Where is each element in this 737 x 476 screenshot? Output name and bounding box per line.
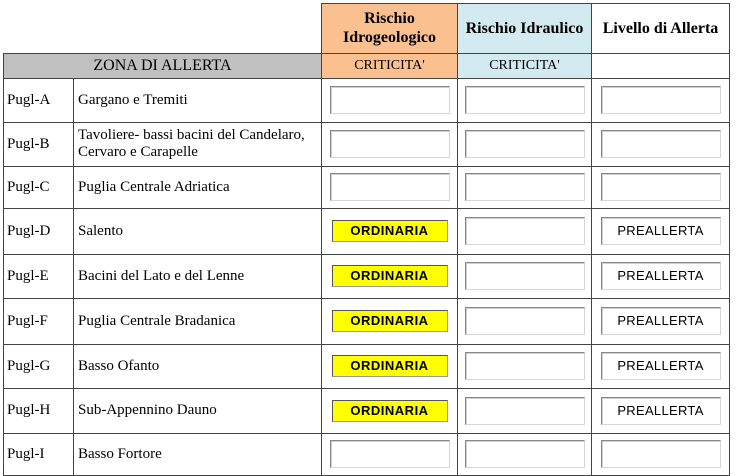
header-blank-cell: [4, 4, 322, 54]
zone-code: Pugl-B: [4, 122, 74, 166]
zone-name: Gargano e Tremiti: [74, 78, 322, 122]
criticita-idraulico-field[interactable]: [465, 397, 585, 425]
zone-code: Pugl-F: [4, 298, 74, 344]
zone-code: Pugl-I: [4, 433, 74, 475]
criticita-idraulico-field[interactable]: [465, 307, 585, 335]
livello-subheader-blank: [592, 53, 730, 78]
table-row: [4, 78, 730, 122]
criticita-idrogeologico-field[interactable]: [330, 173, 450, 201]
header-row: [4, 4, 730, 54]
criticita-idraulico-field[interactable]: [465, 440, 585, 468]
livello-allerta-field-cell: [592, 78, 730, 122]
livello-allerta-field[interactable]: PREALLERTA: [601, 307, 721, 335]
criticita-idrogeologico-field-cell: [322, 254, 458, 298]
zone-code: Pugl-C: [4, 166, 74, 208]
header-livello-di-allerta: Livello di Allerta: [592, 4, 730, 54]
criticita-idrogeologico-field[interactable]: ORDINARIA: [332, 355, 448, 377]
criticita-idrogeologico-field-cell: [322, 388, 458, 433]
livello-allerta-field[interactable]: [601, 86, 721, 114]
livello-allerta-field-cell: [592, 166, 730, 208]
table-row: [4, 433, 730, 475]
criticita-idrogeologico-field[interactable]: ORDINARIA: [332, 265, 448, 287]
criticita-idraulico-field-cell: [458, 166, 592, 208]
criticita-idrogeologico-field-cell: [322, 433, 458, 475]
criticita-idraulico-field[interactable]: [465, 86, 585, 114]
livello-allerta-field[interactable]: PREALLERTA: [601, 397, 721, 425]
criticita-idraulico-field-cell: [458, 254, 592, 298]
table-row: [4, 254, 730, 298]
criticita-idraulico-field[interactable]: [465, 173, 585, 201]
criticita-idraulico-field-cell: [458, 298, 592, 344]
criticita-idraulico-field-cell: [458, 208, 592, 254]
zone-name: Bacini del Lato e del Lenne: [74, 254, 322, 298]
criticita-idrogeologico-field-cell: [322, 298, 458, 344]
livello-allerta-field-cell: [592, 344, 730, 388]
criticita-idrogeologico-field[interactable]: [330, 440, 450, 468]
livello-allerta-field-cell: [592, 388, 730, 433]
criticita-idraulico-field[interactable]: [465, 352, 585, 380]
zone-name: Basso Ofanto: [74, 344, 322, 388]
livello-allerta-field-cell: [592, 298, 730, 344]
zone-code: Pugl-D: [4, 208, 74, 254]
criticita-idraulico-field[interactable]: [465, 130, 585, 158]
criticita-idrogeologico-field-cell: [322, 122, 458, 166]
criticita-idrogeologico-field[interactable]: ORDINARIA: [332, 310, 448, 332]
zona-di-allerta-header: ZONA DI ALLERTA: [4, 53, 322, 78]
livello-allerta-field-cell: [592, 254, 730, 298]
criticita-idraulico-field-cell: [458, 122, 592, 166]
livello-allerta-field[interactable]: [601, 130, 721, 158]
criticita-idraulico-field[interactable]: [465, 217, 585, 245]
zone-name: Puglia Centrale Bradanica: [74, 298, 322, 344]
subheader-row: [4, 53, 730, 78]
criticita-idraulico-field-cell: [458, 344, 592, 388]
criticita-idrogeologico-header: CRITICITA': [322, 53, 458, 78]
criticita-idrogeologico-field-cell: [322, 208, 458, 254]
livello-allerta-field[interactable]: [601, 173, 721, 201]
zone-rows: [4, 78, 730, 475]
livello-allerta-field-cell: [592, 433, 730, 475]
livello-allerta-field[interactable]: [601, 440, 721, 468]
table-row: [4, 166, 730, 208]
zone-code: Pugl-A: [4, 78, 74, 122]
zone-name: Tavoliere- bassi bacini del Candelaro, Cervaro e Carapelle: [74, 122, 322, 166]
criticita-idraulico-header: CRITICITA': [458, 53, 592, 78]
zone-code: Pugl-G: [4, 344, 74, 388]
table-row: [4, 122, 730, 166]
zone-name: Puglia Centrale Adriatica: [74, 166, 322, 208]
livello-allerta-field-cell: [592, 208, 730, 254]
criticita-idrogeologico-field[interactable]: [330, 130, 450, 158]
criticita-idraulico-field-cell: [458, 388, 592, 433]
livello-allerta-field[interactable]: PREALLERTA: [601, 352, 721, 380]
criticita-idraulico-field-cell: [458, 433, 592, 475]
header-rischio-idraulico: Rischio Idraulico: [458, 4, 592, 54]
zone-code: Pugl-H: [4, 388, 74, 433]
header-rischio-idrogeologico: Rischio Idrogeologico: [322, 4, 458, 54]
table-row: [4, 388, 730, 433]
table-row: [4, 208, 730, 254]
criticita-idrogeologico-field[interactable]: ORDINARIA: [332, 220, 448, 242]
criticita-idrogeologico-field[interactable]: ORDINARIA: [332, 400, 448, 422]
criticita-idrogeologico-field-cell: [322, 344, 458, 388]
criticita-idraulico-field[interactable]: [465, 262, 585, 290]
table-row: [4, 344, 730, 388]
alert-table: [3, 3, 730, 476]
livello-allerta-field[interactable]: PREALLERTA: [601, 262, 721, 290]
livello-allerta-field-cell: [592, 122, 730, 166]
zone-name: Basso Fortore: [74, 433, 322, 475]
zone-name: Sub-Appennino Dauno: [74, 388, 322, 433]
table-row: [4, 298, 730, 344]
criticita-idrogeologico-field[interactable]: [330, 86, 450, 114]
criticita-idrogeologico-field-cell: [322, 78, 458, 122]
criticita-idraulico-field-cell: [458, 78, 592, 122]
criticita-idrogeologico-field-cell: [322, 166, 458, 208]
livello-allerta-field[interactable]: PREALLERTA: [601, 217, 721, 245]
zone-code: Pugl-E: [4, 254, 74, 298]
zone-name: Salento: [74, 208, 322, 254]
